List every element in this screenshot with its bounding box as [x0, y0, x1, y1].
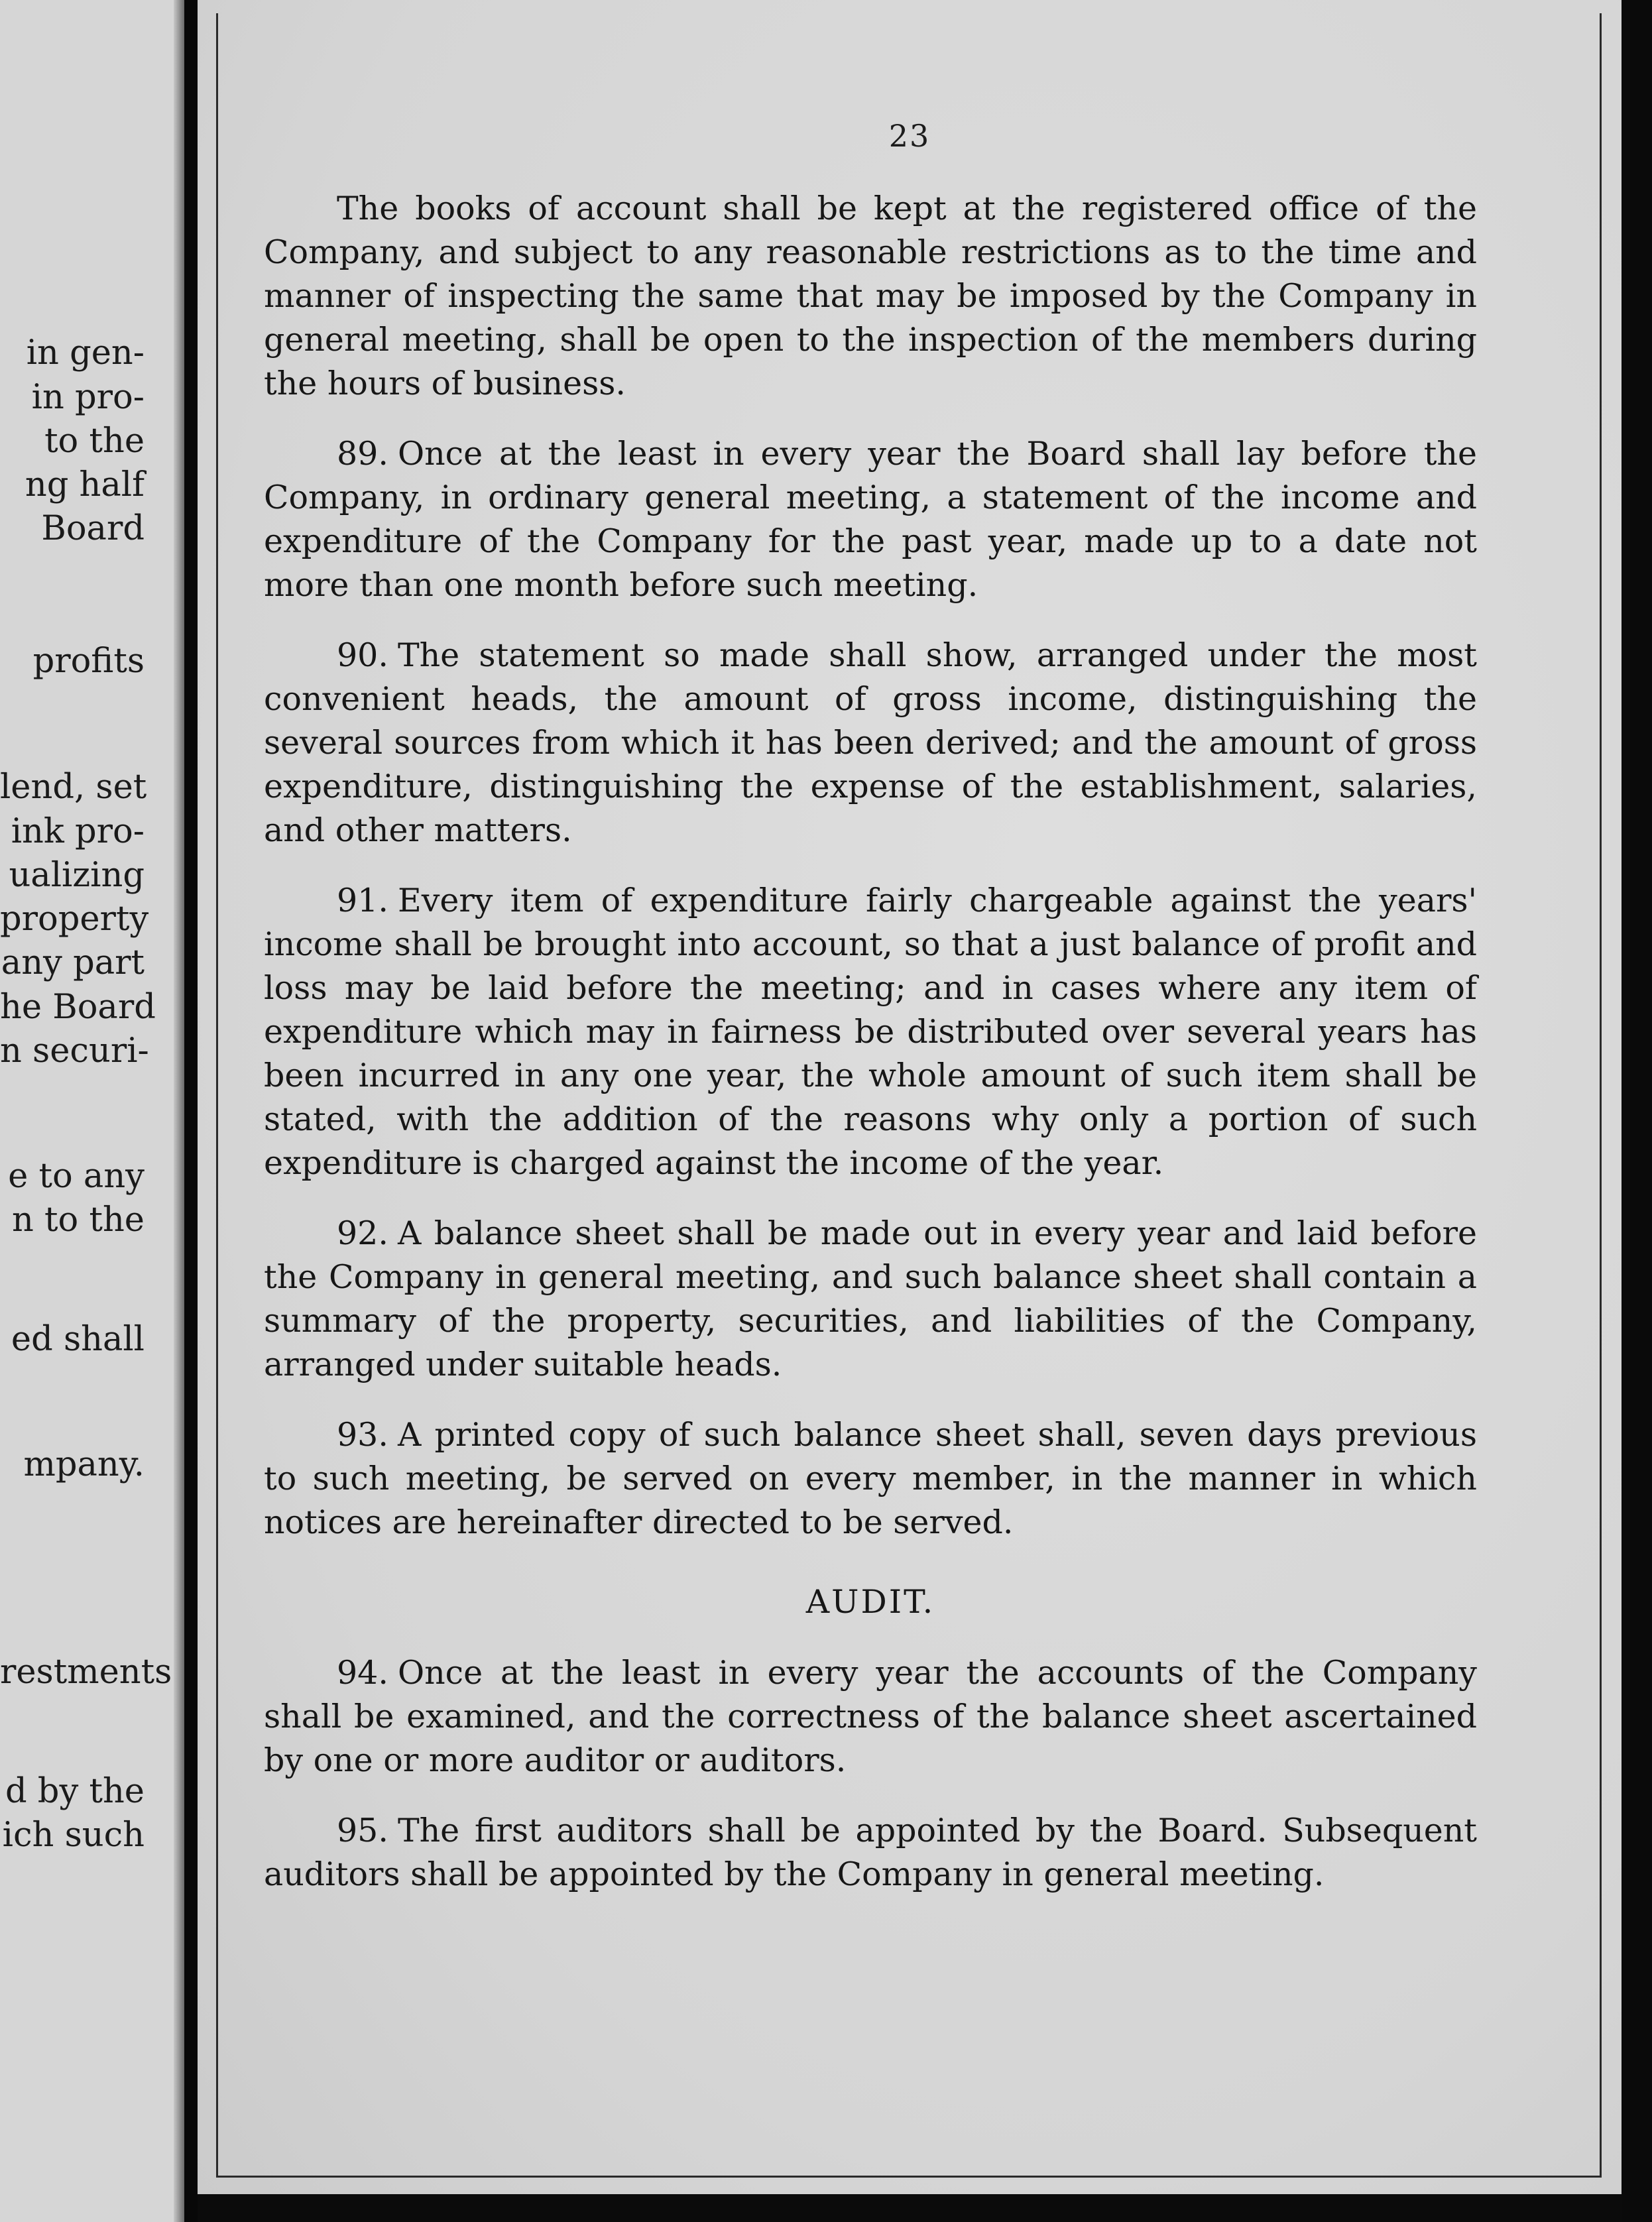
paragraph-text: A printed copy of such balance sheet shall, seven days previous to such meeting, be served on every member, in the manner in which notices are hereinafter directed to be served. — [264, 1416, 1477, 1541]
facing-page-line: d by the — [5, 1772, 145, 1811]
facing-page-line: any part — [1, 943, 145, 982]
paragraph-number: 91. — [337, 882, 388, 919]
gutter-shadow — [174, 0, 184, 2222]
facing-page-line: Board — [41, 509, 145, 548]
facing-page-line: ualizing — [9, 856, 145, 895]
page-number: 23 — [888, 118, 931, 154]
paragraph-number: 92. — [337, 1214, 388, 1252]
paragraph-text: Once at the least in every year the accounts of the Company shall be examined, and the correctness of the balance sheet ascertained by one or more auditor or auditors. — [264, 1654, 1477, 1779]
facing-page-line: n securi- — [0, 1031, 149, 1071]
facing-page-line: ng half — [25, 465, 145, 504]
facing-page-line: mpany. — [23, 1445, 145, 1484]
facing-page-line: profits — [32, 642, 145, 681]
page-content — [264, 187, 1477, 1923]
facing-page-line: ink pro- — [11, 812, 145, 851]
paragraph-89 — [264, 432, 1477, 607]
paragraph-text: The books of account shall be kept at the registered office of the Company, and subject to any reasonable restrictions as to the time and manner of inspecting the same that may be imposed by the Company in general meeting, shall be open to the inspection of the members during the hours of business. — [264, 190, 1477, 402]
paragraph-text: Once at the least in every year the Board shall lay before the Company, in ordinary general meeting, a statement of the income and expenditure of the Company for the past year, made up to a date not more than one month before such meeting. — [264, 435, 1477, 604]
facing-page-line: ich such — [2, 1816, 145, 1855]
facing-page-line: in gen- — [26, 333, 145, 373]
right-scan-edge — [1622, 0, 1652, 2222]
facing-page-line: to the — [44, 422, 145, 461]
paragraph-number: 95. — [337, 1812, 388, 1849]
paragraph-text: Every item of expenditure fairly chargeable against the years' income shall be brought into account, so that a just balance of profit and loss may be laid before the meeting; and in cases where any item of expenditure which may in fairness be distributed over several years has been incurred in any one year, the whole amount of such item shall be stated, with the addition of the reasons why only a portion of such expenditure is charged against the income of the year. — [264, 882, 1477, 1182]
document-page — [198, 0, 1622, 2194]
paragraph-number: 94. — [337, 1654, 388, 1692]
section-heading-audit: AUDIT. — [805, 1583, 935, 1621]
facing-page-line: he Board — [0, 988, 156, 1027]
paragraph-91 — [264, 879, 1477, 1185]
paragraph-text: A balance sheet shall be made out in every year and laid before the Company in general meeting, and such balance sheet shall contain a summary of the property, securities, and liabilities of the Company, arranged under suitable heads. — [264, 1214, 1477, 1383]
facing-page-line: ed shall — [11, 1320, 145, 1359]
facing-page-line: restments — [0, 1653, 172, 1692]
facing-page-line: lend, set — [0, 768, 147, 807]
paragraph-92 — [264, 1212, 1477, 1387]
paragraph-text: The statement so made shall show, arranged under the most convenient heads, the amount of gross income, distinguishing the several sources from which it has been derived; and the amount of gross expenditure, distinguishing the expense of the establishment, salaries, and other matters. — [264, 636, 1477, 849]
paragraph-95 — [264, 1809, 1477, 1897]
facing-page-line: n to the — [12, 1200, 145, 1240]
facing-page-line: e to any — [8, 1157, 145, 1196]
paragraph-number: 90. — [337, 636, 388, 674]
paragraph-94 — [264, 1651, 1477, 1783]
accounts-paragraphs — [264, 187, 1477, 1545]
page-gutter — [184, 0, 198, 2222]
paragraph-intro — [264, 187, 1477, 406]
paragraph-text: The first auditors shall be appointed by the Board. Subsequent auditors shall be appointed by the Company in general meeting. — [264, 1812, 1477, 1893]
paragraph-number: 93. — [337, 1416, 388, 1454]
audit-paragraphs — [264, 1651, 1477, 1897]
paragraph-90 — [264, 634, 1477, 852]
facing-page-line: in pro- — [31, 378, 145, 417]
paragraph-number: 89. — [337, 435, 388, 473]
facing-page-line: property — [0, 900, 149, 939]
facing-page-fragment — [0, 0, 184, 2222]
paragraph-93 — [264, 1413, 1477, 1545]
